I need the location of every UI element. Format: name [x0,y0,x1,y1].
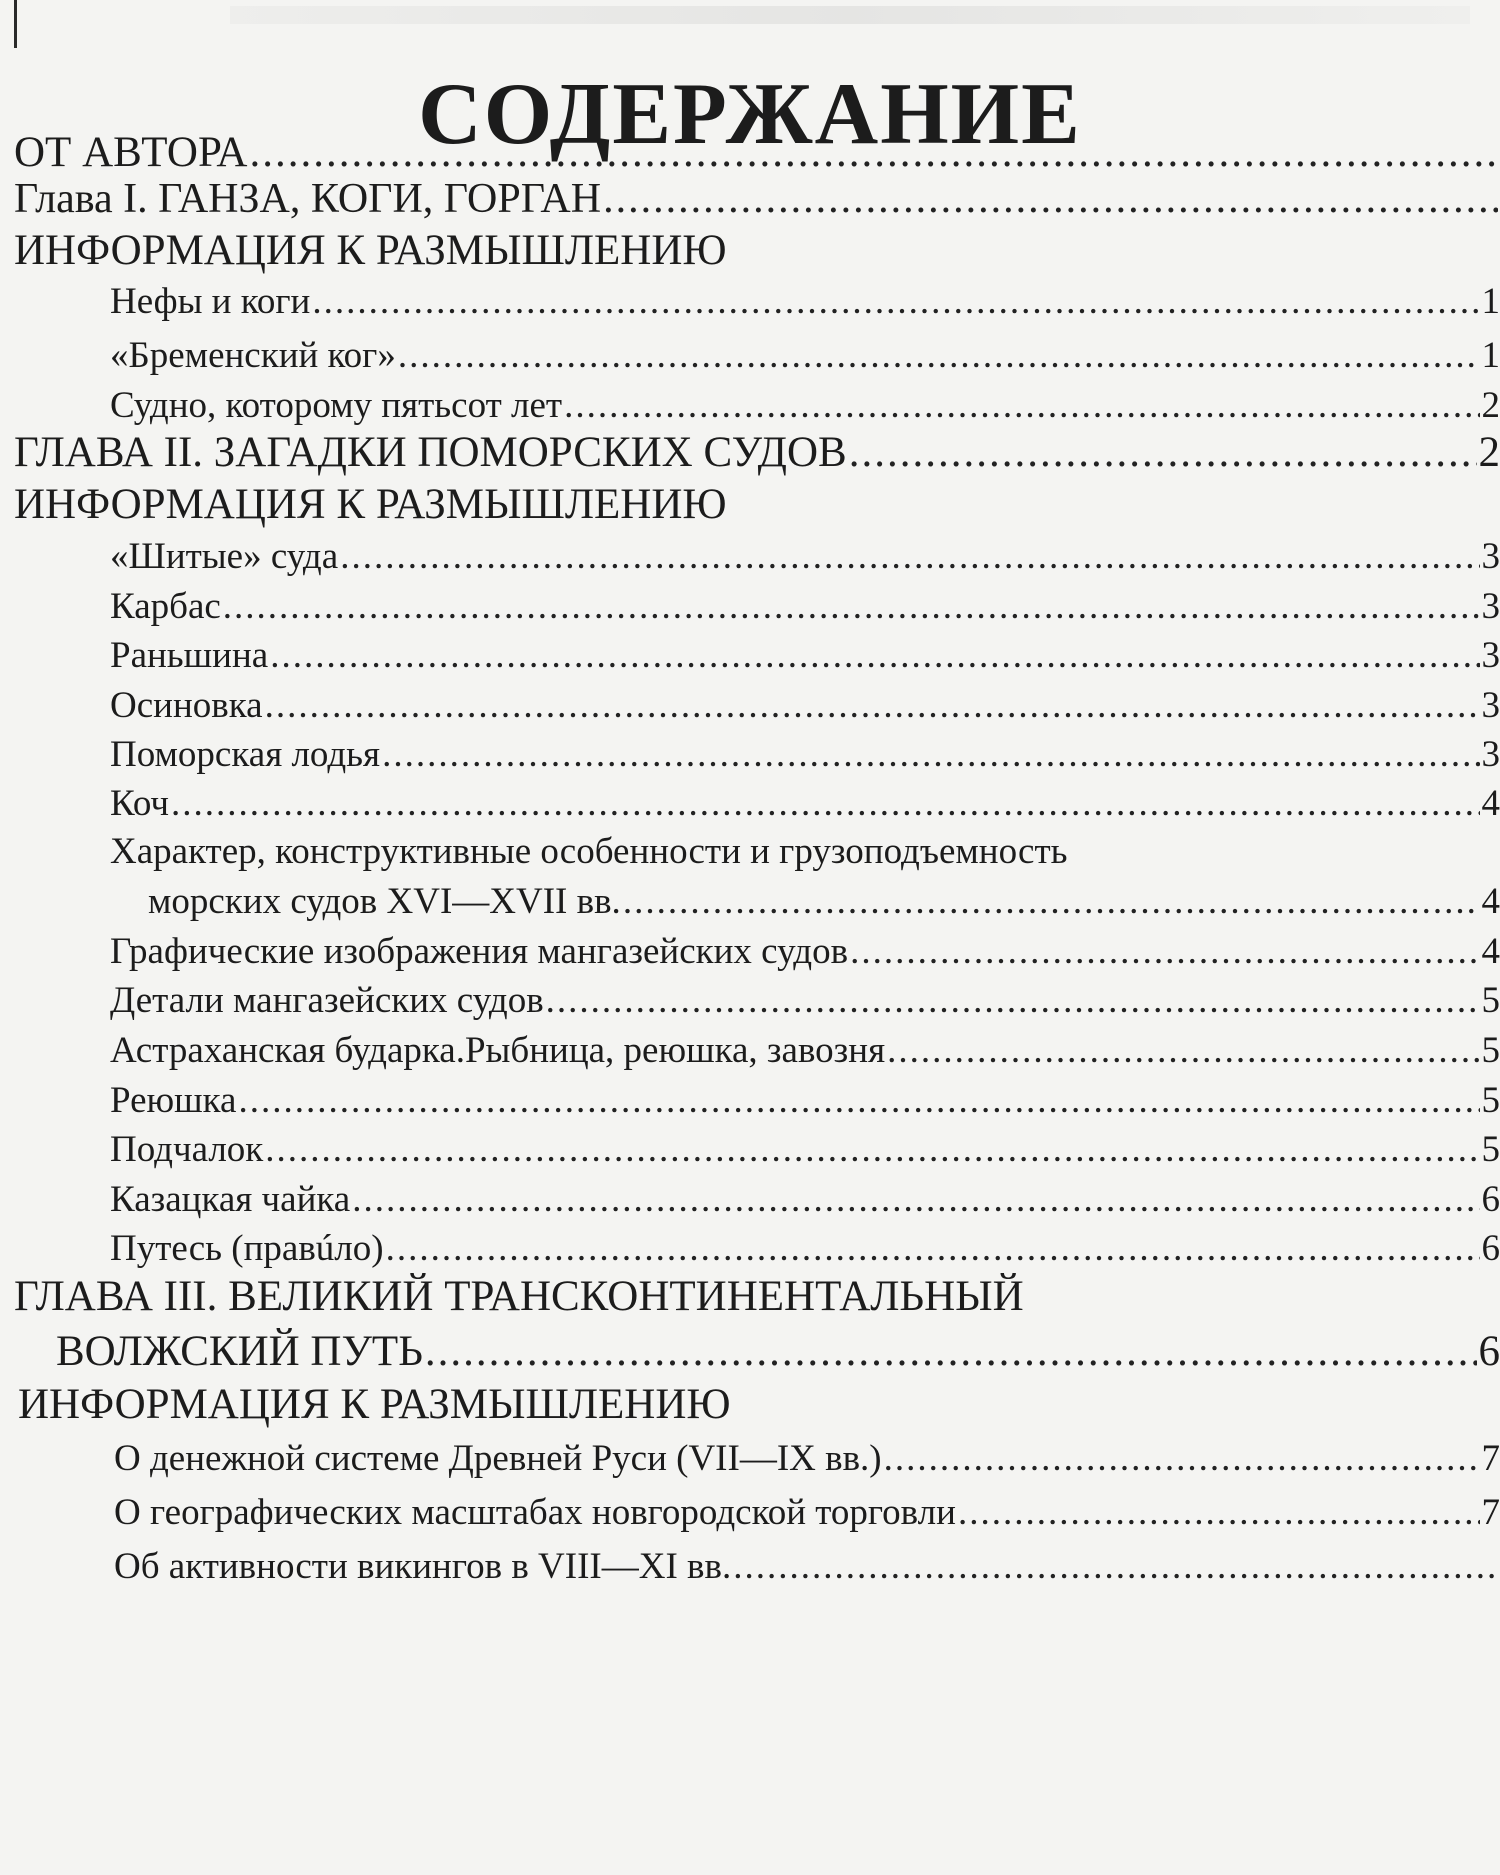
toc-entry[interactable] [56,1327,1500,1376]
toc-entry-label: Об активности викингов в VIII—XI вв. [114,1546,732,1587]
toc-entry-page: 6 [1481,1179,1500,1220]
dot-leader [850,930,1479,973]
dot-leader [238,1079,1479,1122]
dot-leader [352,1178,1479,1221]
toc-entry-page: 5 [1481,1129,1500,1170]
toc-entry-label: Реюшка [110,1080,237,1121]
toc-entry-label: Судно, которому пятьсот лет [110,385,563,426]
toc-entry-page: 4 [1481,881,1500,922]
toc-entry-label: Казацкая чайка [110,1179,351,1220]
chapter-heading-line: ГЛАВА III. ВЕЛИКИЙ ТРАНСКОНТИНЕНТАЛЬНЫЙ [14,1273,1024,1320]
toc-entry-label: О денежной системе Древней Руси (VII—IX вв.) [114,1438,882,1479]
toc-entry[interactable] [114,1491,1500,1534]
dot-leader [733,1545,1498,1588]
dot-leader [958,1491,1480,1534]
toc-entry-page: 6 [1478,1328,1500,1375]
toc-entry-label: Детали мангазейских судов [110,980,544,1021]
dot-leader [249,128,1498,177]
toc-entry[interactable] [110,684,1500,727]
toc-entry[interactable] [110,930,1500,973]
toc-entry-label: ОТ АВТОРА [14,129,248,176]
dot-leader [223,585,1480,628]
dot-leader [849,428,1477,477]
toc-entry[interactable] [110,1128,1500,1171]
toc-entry-page: 5 [1481,1080,1500,1121]
toc-entry[interactable] [110,733,1500,776]
toc-entry[interactable] [110,334,1500,377]
toc-entry[interactable] [110,1178,1500,1221]
toc-entry-page: 3 [1481,635,1500,676]
toc-entry-label: Глава I. ГАНЗА, КОГИ, ГОРГАН [14,176,602,222]
toc-entry-label: ВОЛЖСКИЙ ПУТЬ [56,1328,423,1375]
section-heading: ИНФОРМАЦИЯ К РАЗМЫШЛЕНИЮ [14,227,727,274]
toc-entry-page: 2 [1478,429,1500,476]
dot-leader [312,280,1479,323]
dot-leader [265,1128,1479,1171]
toc-entry[interactable] [14,428,1500,477]
toc-entry-page: 5 [1481,1030,1500,1071]
toc-entry-page: 3 [1481,586,1500,627]
dot-leader [171,782,1480,825]
toc-entry-label: Раньшина [110,635,269,676]
toc-entry-label: Подчалок [110,1129,264,1170]
toc-entry[interactable] [114,1437,1500,1480]
toc-entry[interactable] [110,1227,1500,1270]
toc-entry-label: «Шитые» суда [110,536,339,577]
toc-entry[interactable] [110,1079,1500,1122]
toc-entry-page: 4 [1481,931,1500,972]
toc-entry-page: 1 [1481,335,1500,376]
toc-entry-label: Астраханская бударка.Рыбница, реюшка, завозня [110,1030,886,1071]
section-heading: ИНФОРМАЦИЯ К РАЗМЫШЛЕНИЮ [18,1381,731,1428]
toc-entry-label: Карбас [110,586,221,627]
dot-leader [603,175,1498,223]
toc-entry-label: Путесь (правúло) [110,1228,384,1269]
dot-leader [546,979,1480,1022]
toc-entry[interactable] [14,175,1500,223]
dot-leader [398,334,1480,377]
toc-entry-page: 4 [1481,783,1500,824]
toc-entry-page: 7 [1481,1438,1500,1479]
toc-entry[interactable] [110,634,1500,677]
page-title: СОДЕРЖАНИЕ [418,65,1082,163]
toc-entry[interactable] [14,128,1500,177]
toc-entry-label: О географических масштабах новгородской торговли [114,1492,956,1533]
toc-entry[interactable] [148,880,1500,923]
toc-entry-label: Осиновка [110,685,263,726]
toc-entry[interactable] [110,782,1500,825]
toc-entry-label: Поморская лодья [110,734,381,775]
toc-entry-label-line: Характер, конструктивные особенности и грузоподъемность [110,831,1068,872]
dot-leader [382,733,1479,776]
toc-entry-page: 3 [1481,734,1500,775]
toc-entry-page: 6 [1481,1228,1500,1269]
dot-leader [887,1029,1479,1072]
toc-entry-page: 3 [1481,536,1500,577]
toc-entry-label: «Бременский ког» [110,335,396,376]
dot-leader [623,880,1480,923]
toc-entry-page: 5 [1481,980,1500,1021]
dot-leader [340,535,1479,578]
toc-entry-page: 7 [1481,1492,1500,1533]
toc-entry-label: Графические изображения мангазейских судов [110,931,849,972]
dot-leader [270,634,1479,677]
toc-entry-label: Коч [110,783,169,824]
toc-entry-page: 3 [1481,685,1500,726]
toc-entry[interactable] [110,979,1500,1022]
section-heading: ИНФОРМАЦИЯ К РАЗМЫШЛЕНИЮ [14,481,727,528]
toc-entry-label: Нефы и коги [110,281,311,322]
toc-entry-page: 1 [1481,281,1500,322]
toc-entry[interactable] [114,1545,1500,1588]
dot-leader [564,384,1479,427]
toc-entry[interactable] [110,585,1500,628]
toc-entry[interactable] [110,1029,1500,1072]
toc-entry-label: морских судов XVI—XVII вв. [148,881,621,922]
toc-entry[interactable] [110,384,1500,427]
toc-entry[interactable] [110,280,1500,323]
toc-entry-label: ГЛАВА II. ЗАГАДКИ ПОМОРСКИХ СУДОВ [14,429,847,476]
dot-leader [386,1227,1480,1270]
toc-entry-page: 2 [1481,385,1500,426]
dot-leader [265,684,1480,727]
toc-entry[interactable] [110,535,1500,578]
dot-leader [425,1327,1477,1376]
dot-leader [884,1437,1480,1480]
